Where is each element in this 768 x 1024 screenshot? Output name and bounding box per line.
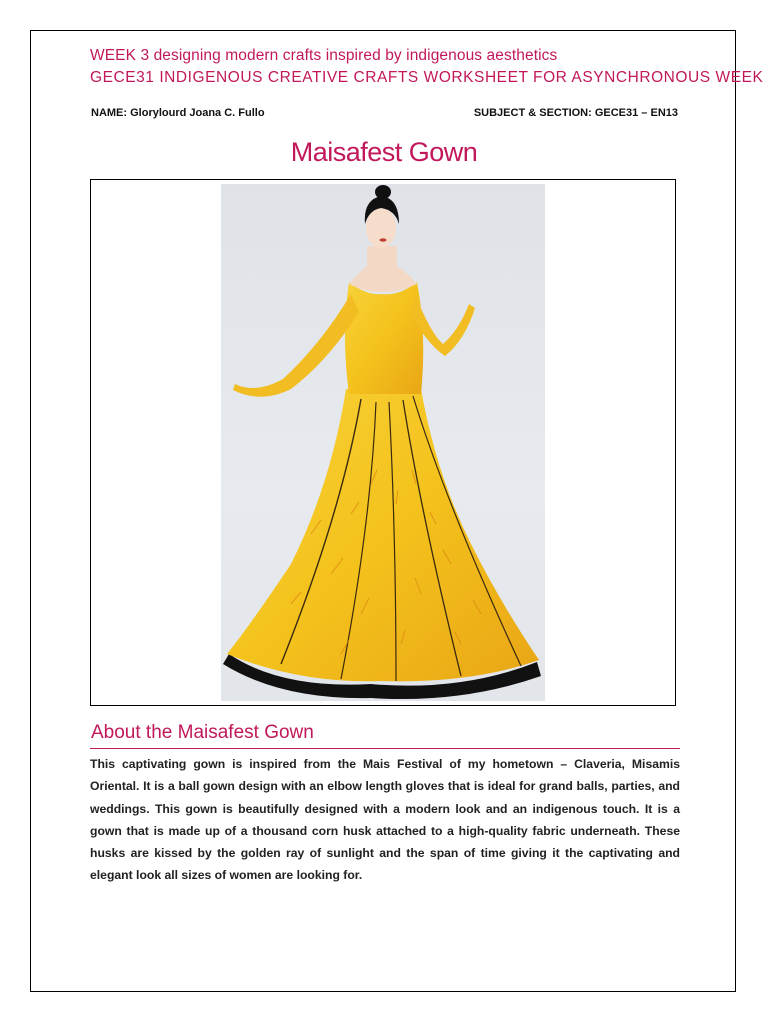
student-name: NAME: Glorylourd Joana C. Fullo: [91, 107, 265, 119]
page-title: Maisafest Gown: [290, 137, 478, 167]
section-divider: [90, 748, 680, 749]
gown-illustration-icon: [221, 184, 545, 701]
about-paragraph: This captivating gown is inspired from the Mais Festival of my hometown – Claveria, Misamis Oriental. It is a ball gown design with an elbow length gloves that is ideal for grand balls, parties, and weddings. This gown is beautifully designed with a modern look and an indigenous touch. It is a gown that is made up of a thousand corn husk attached to a high-quality fabric underneath. These husks are kissed by the golden ray of sunlight and the span of time giving it the captivating and elegant look all sizes of women are looking for.: [90, 757, 680, 883]
subject-section: SUBJECT & SECTION: GECE31 – EN13: [473, 107, 678, 119]
about-heading: About the Maisafest Gown: [91, 722, 314, 743]
header-course-line: GECE31 INDIGENOUS CREATIVE CRAFTS WORKSHEET FOR ASYNCHRONOUS WEEK: [90, 69, 764, 86]
gown-photo: [221, 184, 545, 701]
header-week-line: WEEK 3 designing modern crafts inspired by indigenous aesthetics: [90, 47, 558, 64]
figure-frame: [90, 179, 676, 706]
